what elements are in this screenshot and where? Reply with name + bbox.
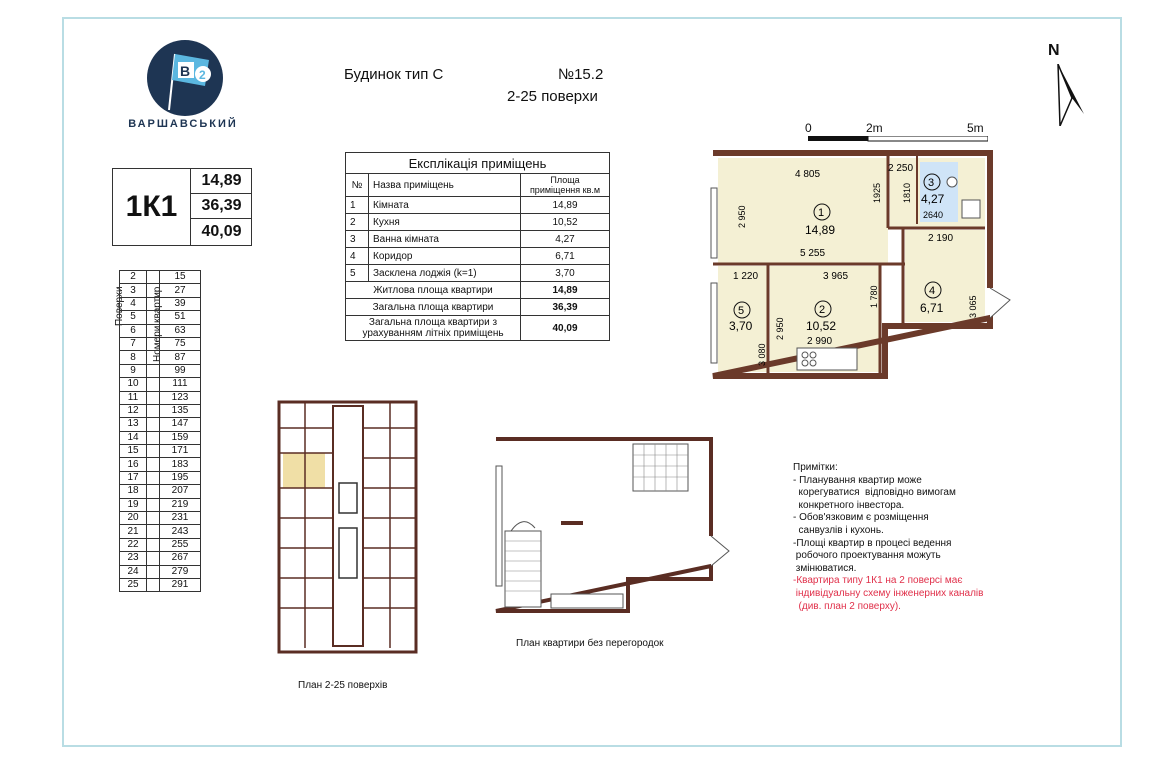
floor-number: 20 [120, 512, 147, 525]
floor-row [113, 351, 201, 364]
floor-number: 19 [120, 498, 147, 511]
room-5-number: 5 [738, 305, 745, 317]
svg-text:B: B [180, 63, 191, 79]
scale-label-0: 0 [805, 121, 812, 135]
brand-name: ВАРШАВСЬКИЙ [128, 118, 238, 130]
dim-1220: 1 220 [733, 271, 759, 282]
total-row [346, 282, 610, 299]
total-label: Загальна площа квартири [346, 299, 521, 316]
floor-number: 16 [120, 458, 147, 471]
numbers-label-gutter [147, 364, 160, 377]
numbers-label-gutter [147, 271, 160, 284]
total-value: 36,39 [521, 299, 610, 316]
floor-row [113, 418, 201, 431]
floor-row [113, 337, 201, 350]
room-number: 4 [346, 248, 369, 265]
floor-number: 23 [120, 552, 147, 565]
room-area: 14,89 [521, 197, 610, 214]
dim-3080: 3 080 [757, 343, 767, 366]
flag-icon [147, 40, 223, 116]
apartment-number: 183 [160, 458, 201, 471]
floor-plan-caption: План 2-25 поверхів [298, 680, 388, 691]
floor-number: 22 [120, 538, 147, 551]
floor-row [113, 445, 201, 458]
floor-row [113, 512, 201, 525]
room-5-area: 3,70 [729, 319, 753, 333]
total-value: 14,89 [521, 282, 610, 299]
floor-number: 2 [120, 271, 147, 284]
floor-row [113, 565, 201, 578]
room-number: 3 [346, 231, 369, 248]
apartment-number: 291 [160, 578, 201, 591]
floor-number: 14 [120, 431, 147, 444]
numbers-label-gutter [147, 391, 160, 404]
svg-text:2: 2 [199, 68, 206, 82]
floors-table [113, 270, 201, 592]
notes [793, 462, 1043, 613]
room-area: 10,52 [521, 214, 610, 231]
numbers-label-gutter [147, 445, 160, 458]
dim-1925: 1925 [872, 182, 882, 203]
dim-5255: 5 255 [800, 248, 826, 259]
apartment-number: 195 [160, 471, 201, 484]
apartment-numbers-label: Номери квартир [152, 286, 163, 362]
dim-2950-b: 2 950 [775, 317, 785, 340]
floor-row [113, 364, 201, 377]
note-line: змінюватися. [793, 562, 857, 574]
floor-row [113, 525, 201, 538]
apartment-number: 15 [160, 271, 201, 284]
room-name: Засклена лоджія (k=1) [369, 265, 521, 282]
floor-number: 24 [120, 565, 147, 578]
note-line: -Площі квартир в процесі ведення [793, 537, 952, 549]
numbers-label-gutter [147, 538, 160, 551]
room-area: 4,27 [521, 231, 610, 248]
numbers-label-gutter [147, 324, 160, 337]
total-area-value: 36,39 [191, 194, 252, 219]
north-label: N [1048, 42, 1060, 59]
apartment-number: 159 [160, 431, 201, 444]
numbers-label-gutter [147, 565, 160, 578]
total-value: 40,09 [521, 316, 610, 341]
floors-range: 2-25 поверхи [507, 88, 598, 105]
room-3-area: 4,27 [921, 192, 945, 206]
room-2-number: 2 [819, 304, 826, 316]
floor-number: 9 [120, 364, 147, 377]
numbers-label-gutter [147, 512, 160, 525]
col-number-header: № [346, 174, 369, 197]
floor-number: 8 [120, 351, 147, 364]
note-line: корегуватися відповідно вимогам [793, 487, 956, 499]
note-line: конкретного інвестора. [793, 499, 905, 511]
floor-number: 21 [120, 525, 147, 538]
apartment-number: 219 [160, 498, 201, 511]
scale-bar [808, 136, 988, 142]
floor-number: 7 [120, 337, 147, 350]
numbers-label-gutter [147, 578, 160, 591]
apartment-number: 279 [160, 565, 201, 578]
apartment-number: 135 [160, 404, 201, 417]
numbers-label-gutter [147, 431, 160, 444]
floors-label: Поверхи [114, 286, 125, 326]
numbers-label-gutter [147, 525, 160, 538]
total-label: Житлова площа квартири [346, 282, 521, 299]
numbers-label-gutter [147, 351, 160, 364]
room-row [346, 214, 610, 231]
note-line: - Планування квартир може [793, 474, 922, 486]
apartment-number: 231 [160, 512, 201, 525]
numbers-label-gutter [147, 485, 160, 498]
floor-row [113, 431, 201, 444]
dim-4805: 4 805 [795, 169, 821, 180]
note-line: санвузлів і кухонь. [793, 524, 884, 536]
room-row [346, 265, 610, 282]
floor-row [113, 271, 201, 284]
numbers-label-gutter [147, 458, 160, 471]
room-number: 2 [346, 214, 369, 231]
room-1-number: 1 [818, 207, 825, 219]
numbers-label-gutter [147, 337, 160, 350]
dim-2640: 2640 [923, 210, 944, 220]
dim-2190: 2 190 [928, 233, 954, 244]
floor-row [113, 552, 201, 565]
room-area: 3,70 [521, 265, 610, 282]
floor-number: 10 [120, 378, 147, 391]
note-line-highlight: (див. план 2 поверху). [793, 600, 901, 612]
room-1-area: 14,89 [805, 223, 836, 237]
floor-row [113, 485, 201, 498]
note-line: робочого проектування можуть [793, 550, 941, 562]
floor-number: 17 [120, 471, 147, 484]
room-area: 6,71 [521, 248, 610, 265]
numbers-label-gutter [147, 471, 160, 484]
building-number: №15.2 [558, 66, 604, 83]
floor-number: 11 [120, 391, 147, 404]
open-plan-caption: План квартири без перегородок [516, 638, 664, 649]
floor-row [113, 458, 201, 471]
apartment-number: 87 [160, 351, 201, 364]
apartment-number: 171 [160, 445, 201, 458]
floor-number: 15 [120, 445, 147, 458]
apartment-highlight [283, 453, 325, 488]
apartment-number: 99 [160, 364, 201, 377]
floor-row [113, 297, 201, 310]
floor-number: 3 [120, 284, 147, 297]
floor-row [113, 311, 201, 324]
dim-3965: 3 965 [823, 271, 849, 282]
apartment-number: 27 [160, 284, 201, 297]
room-2-area: 10,52 [806, 319, 837, 333]
room-4-area: 6,71 [920, 301, 944, 315]
floor-number: 4 [120, 297, 147, 310]
numbers-label-gutter [147, 552, 160, 565]
floor-row [113, 284, 201, 297]
apartment-code-box [112, 168, 252, 246]
scale-label-2m: 2m [866, 121, 883, 135]
room-name: Кухня [369, 214, 521, 231]
room-name: Ванна кімната [369, 231, 521, 248]
numbers-label-gutter [147, 284, 160, 297]
apartment-number: 63 [160, 324, 201, 337]
apartment-number: 243 [160, 525, 201, 538]
floor-row [113, 498, 201, 511]
floor-number: 5 [120, 311, 147, 324]
apartment-number: 39 [160, 297, 201, 310]
explication-title: Експлікація приміщень [346, 153, 610, 174]
building-floor-plan [275, 398, 420, 658]
room-number: 1 [346, 197, 369, 214]
dim-2990: 2 990 [807, 336, 833, 347]
floor-number: 12 [120, 404, 147, 417]
apartment-plan [705, 148, 1015, 383]
numbers-label-gutter [147, 297, 160, 310]
floor-row [113, 391, 201, 404]
room-4-number: 4 [929, 285, 936, 297]
dim-2950-a: 2 950 [737, 205, 747, 228]
total-label: Загальна площа квартири з урахуванням літніх приміщень [346, 316, 521, 341]
total-row [346, 316, 610, 341]
apartment-number: 75 [160, 337, 201, 350]
col-area-header: Площа приміщення кв.м [521, 174, 610, 197]
apartment-number: 207 [160, 485, 201, 498]
floor-row [113, 578, 201, 591]
apartment-number: 267 [160, 552, 201, 565]
floor-row [113, 538, 201, 551]
apartment-code: 1К1 [113, 169, 191, 245]
room-row [346, 197, 610, 214]
note-line: - Обов'язковим є розміщення [793, 512, 929, 524]
floor-number: 18 [120, 485, 147, 498]
dim-1780: 1 780 [869, 285, 879, 308]
floor-number: 6 [120, 324, 147, 337]
numbers-label-gutter [147, 498, 160, 511]
open-plan [493, 436, 733, 616]
apartment-number: 51 [160, 311, 201, 324]
numbers-label-gutter [147, 404, 160, 417]
note-line-highlight: -Квартира типу 1К1 на 2 поверсі має [793, 575, 963, 587]
floor-row [113, 404, 201, 417]
dim-1810: 1810 [902, 182, 912, 203]
apartment-number: 111 [160, 378, 201, 391]
numbers-label-gutter [147, 378, 160, 391]
notes-title: Примітки: [793, 462, 838, 473]
compass-arrow-icon [1046, 64, 1086, 126]
dim-3065: 3 065 [968, 295, 978, 318]
building-type: Будинок тип С [344, 66, 444, 83]
scale-label-5m: 5m [967, 121, 984, 135]
living-area-value: 14,89 [191, 169, 252, 194]
apartment-number: 255 [160, 538, 201, 551]
room-number: 5 [346, 265, 369, 282]
apartment-number: 123 [160, 391, 201, 404]
north-arrow [1046, 42, 1086, 126]
floor-number: 13 [120, 418, 147, 431]
floor-row [113, 471, 201, 484]
dim-2250: 2 250 [888, 163, 914, 174]
apartment-number: 147 [160, 418, 201, 431]
col-name-header: Назва приміщень [369, 174, 521, 197]
floor-row [113, 378, 201, 391]
room-3-number: 3 [928, 177, 935, 189]
total-area-summer-value: 40,09 [201, 222, 242, 240]
room-row [346, 231, 610, 248]
floor-row [113, 324, 201, 337]
numbers-label-gutter [147, 311, 160, 324]
room-row [346, 248, 610, 265]
note-line-highlight: індивідуальну схему інженерних каналів [793, 587, 984, 599]
floor-number: 25 [120, 578, 147, 591]
room-name: Коридор [369, 248, 521, 265]
numbers-label-gutter [147, 418, 160, 431]
explication-table [345, 152, 610, 341]
room-name: Кімната [369, 197, 521, 214]
logo [147, 40, 223, 116]
total-row [346, 299, 610, 316]
